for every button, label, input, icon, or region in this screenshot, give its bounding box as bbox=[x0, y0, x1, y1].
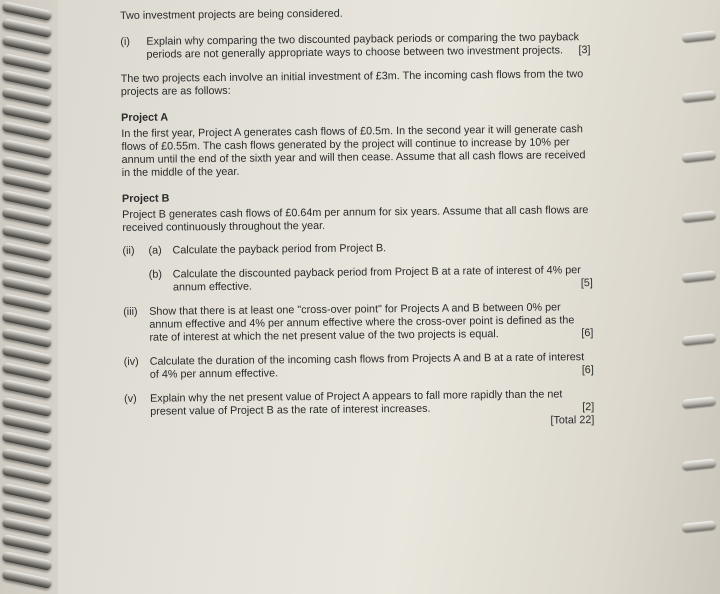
binding-hole bbox=[682, 150, 717, 163]
spiral-coil bbox=[2, 156, 53, 176]
project-a-heading: Project A bbox=[121, 111, 169, 124]
question-ii-a bbox=[148, 240, 592, 258]
sub-number: (a) bbox=[148, 244, 162, 257]
total-marks: [Total 22] bbox=[550, 414, 595, 427]
project-b-text: Project B generates cash flows of £0.64m per annum for six years. Assume that all cash flows are received continuously throughout the year. bbox=[122, 204, 589, 234]
question-iii bbox=[123, 301, 593, 345]
binding-hole bbox=[682, 520, 717, 533]
sub-number: (b) bbox=[148, 268, 163, 281]
marks: [3] bbox=[578, 44, 591, 57]
question-i bbox=[120, 31, 590, 62]
binding-hole bbox=[682, 396, 717, 409]
question-ii bbox=[122, 240, 592, 295]
spiral-coil bbox=[2, 483, 53, 503]
binding-hole bbox=[682, 270, 717, 283]
binding-hole bbox=[682, 210, 717, 223]
spiral-coil bbox=[2, 569, 53, 589]
spiral-coil bbox=[2, 500, 53, 520]
spiral-coil bbox=[2, 53, 53, 73]
spiral-coil bbox=[2, 139, 53, 159]
spiral-coil bbox=[2, 431, 53, 451]
spiral-coil bbox=[2, 328, 53, 348]
spiral-coil bbox=[2, 70, 53, 90]
spiral-binding bbox=[0, 0, 58, 594]
question-text-iii: Show that there is at least one "cross-over point" for Projects A and B between 0% per annum effective and 4% per annum effective where the cross-over point is defined as the rate of interest at which the net present value of the two projects is equal. bbox=[149, 301, 575, 344]
binding-hole bbox=[682, 90, 717, 103]
spiral-coil bbox=[2, 414, 53, 434]
marks: [6] bbox=[581, 327, 594, 340]
question-text-ii-a: Calculate the payback period from Project B. bbox=[172, 242, 387, 257]
marks: [6] bbox=[581, 364, 594, 377]
project-b-heading: Project B bbox=[121, 192, 170, 205]
spiral-coil bbox=[2, 345, 53, 365]
spiral-coil bbox=[2, 121, 53, 141]
binding-hole bbox=[682, 458, 717, 471]
spiral-coil bbox=[2, 465, 53, 485]
question-iv bbox=[124, 351, 594, 382]
question-number: (iv) bbox=[123, 355, 139, 368]
spiral-coil bbox=[2, 207, 53, 227]
spiral-coil bbox=[2, 242, 53, 262]
spiral-coil bbox=[2, 259, 53, 279]
question-text-ii-b: Calculate the discounted payback period from Project B at a rate of interest of 4% per annum effective. bbox=[172, 264, 581, 294]
question-text-i: Explain why comparing the two discounted payback periods or comparing the two payback periods are not generally appropriate ways to choose between two investment projects. bbox=[146, 31, 580, 61]
spiral-coil bbox=[2, 397, 53, 417]
question-ii-b bbox=[149, 264, 593, 295]
spiral-coil bbox=[2, 1, 53, 21]
marks: [2] bbox=[582, 401, 595, 414]
project-a-text: In the first year, Project A generates cash flows of £0.5m. In the second year it will generate cash flows of £0.55m. The cash flows generated by the project will continue to increase by 10% per annum until the end of the sixth year and will then cease. Assume that all cash flows are received in the middle of the year. bbox=[121, 123, 586, 179]
spiral-coil bbox=[2, 379, 53, 399]
intro-line: Two investment projects are being considered. bbox=[120, 7, 343, 22]
binding-hole bbox=[682, 333, 717, 346]
spiral-coil bbox=[2, 551, 53, 571]
binding-hole bbox=[682, 30, 717, 43]
spiral-coil bbox=[2, 173, 53, 193]
question-text bbox=[120, 5, 594, 432]
question-number: (iii) bbox=[123, 305, 138, 318]
question-text-v: Explain why the net present value of Project A appears to fall more rapidly than the net present value of Project B as the rate of interest increases. bbox=[150, 388, 563, 418]
spiral-coil bbox=[2, 225, 53, 245]
marks: [5] bbox=[580, 277, 593, 290]
question-text-iv: Calculate the duration of the incoming cash flows from Projects A and B at a rate of interest of 4% per annum effective. bbox=[149, 351, 585, 381]
question-number: (v) bbox=[124, 392, 137, 405]
question-v bbox=[124, 388, 594, 419]
question-number: (i) bbox=[120, 35, 130, 48]
shared-info: The two projects each involve an initial investment of £3m. The incoming cash flows from the two projects are as follows: bbox=[120, 68, 584, 98]
spiral-coil bbox=[2, 293, 53, 313]
spiral-coil bbox=[2, 517, 53, 537]
spiral-coil bbox=[2, 35, 53, 55]
spiral-coil bbox=[2, 87, 53, 107]
spiral-coil bbox=[2, 311, 53, 331]
question-number: (ii) bbox=[122, 244, 135, 257]
